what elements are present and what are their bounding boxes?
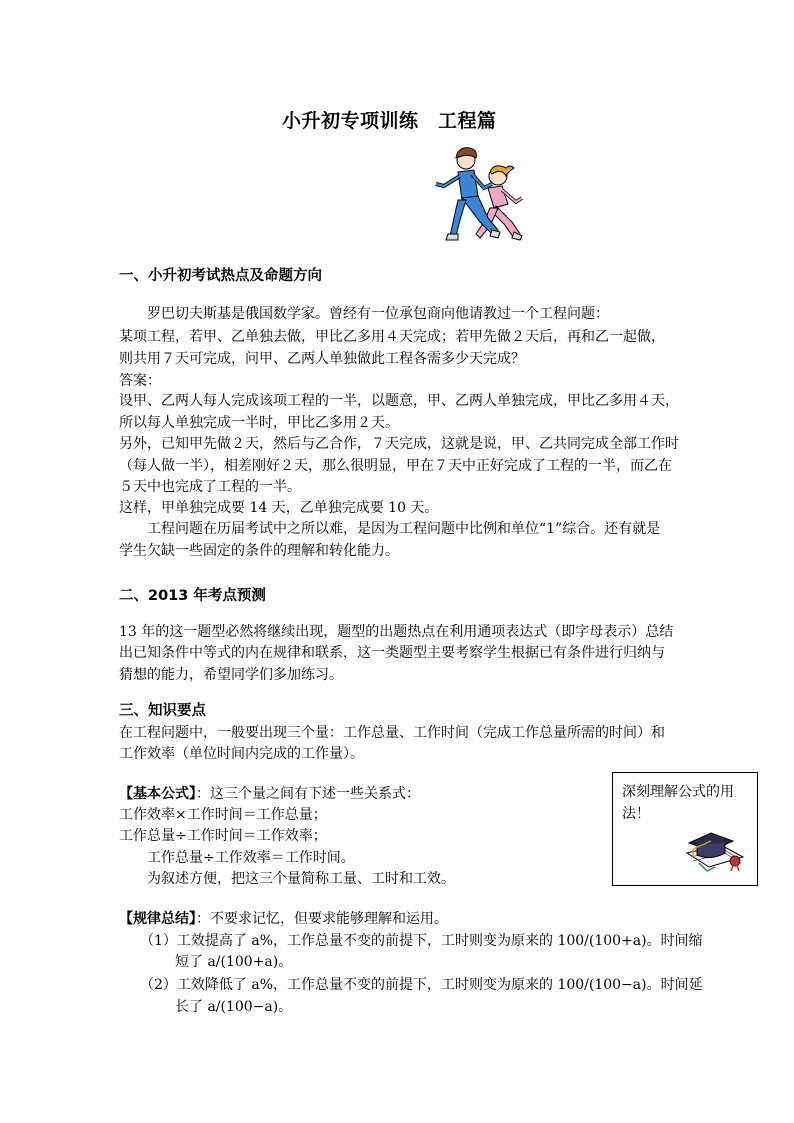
formula-line: 工作效率×工作时间＝工作总量； [119, 807, 327, 823]
section-heading-hotspots: 一、小升初考试热点及命题方向 [119, 268, 322, 284]
paragraph-line: 这样，甲单独完成要 14 天，乙单独完成要 10 天。 [119, 500, 439, 516]
graduation-cap-diploma-icon [681, 823, 749, 875]
rule-item-2-line2: 长了 a/(100−a)。 [175, 999, 293, 1015]
paragraph-line: 学生欠缺一些固定的条件的理解和转化能力。 [119, 543, 399, 559]
running-couple-icon [428, 142, 546, 246]
paragraph-line: 设甲、乙两人每人完成该项工程的一半，以题意，甲、乙两人单独完成，甲比乙多用４天， [119, 393, 679, 409]
paragraph-line: 所以每人单独完成一半时，甲比乙多用２天。 [119, 415, 399, 431]
rule-item-1-line1: （1）工效提高了 a%，工作总量不变的前提下，工时则变为原来的 100/(100+a)。时间缩 [140, 933, 703, 949]
formula-label: 【基本公式】 [119, 786, 196, 802]
rules-intro-text: ：不要求记忆，但要求能够理解和运用。 [196, 911, 448, 927]
paragraph-line: 某项工程，若甲、乙单独去做，甲比乙多用４天完成；若甲先做２天后，再和乙一起做， [119, 329, 665, 345]
answer-label: 答案： [119, 373, 161, 389]
woman-runner-icon [476, 166, 522, 240]
paragraph-line: 工程问题在历届考试中之所以难，是因为工程问题中比例和单位“1”综合。还有就是 [147, 521, 661, 537]
rules-label: 【规律总结】 [119, 911, 196, 927]
paragraph-line: 另外，已知甲先做２天，然后与乙合作，７天完成，这就是说，甲、乙共同完成全部工作时 [119, 436, 679, 452]
paragraph-line: 工作效率（单位时间内完成的工作量）。 [119, 746, 364, 762]
paragraph-line: 猜想的能力，希望同学们多加练习。 [119, 667, 343, 683]
paragraph-line: 在工程问题中，一般要出现三个量：工作总量、工作时间（完成工作总量所需的时间）和 [119, 725, 665, 741]
paragraph-line: （每人做一半），相差刚好２天，那么很明显，甲在７天中正好完成了工程的一半，而乙在 [119, 458, 672, 474]
paragraph-line: 罗巴切夫斯基是俄国数学家。曾经有一位承包商向他请教过一个工程问题： [147, 306, 609, 322]
paragraph-line: 出已知条件中等式的内在规律和联系，这一类题型主要考察学生根据已有条件进行归纳与 [119, 645, 665, 661]
paragraph-line: ５天中也完成了工程的一半。 [119, 479, 301, 495]
section-heading-knowledge: 三、知识要点 [119, 703, 206, 719]
formula-intro [119, 783, 420, 806]
tip-line: 深刻理解公式的用 [622, 784, 734, 800]
rule-item-2-line1: （2）工效降低了 a%，工作总量不变的前提下，工时则变为原来的 100/(100−a)。时间延 [140, 977, 703, 993]
formula-line: 工作总量÷工作时间＝工作效率； [119, 828, 327, 844]
formula-intro-text: ：这三个量之间有下述一些关系式： [196, 786, 420, 802]
paragraph-line: 13 年的这一题型必然将继续出现，题型的出题热点在利用通项表达式（即字母表示）总结 [119, 624, 674, 640]
tip-box [612, 772, 758, 886]
page-title: 小升初专项训练 工程篇 [282, 110, 497, 132]
rule-item-1-line2: 短了 a/(100+a)。 [175, 954, 293, 970]
formula-line: 为叙述方便，把这三个量简称工量、工时和工效。 [147, 871, 455, 887]
formula-line: 工作总量÷工作效率＝工作时间。 [147, 850, 355, 866]
rules-intro [119, 908, 448, 931]
paragraph-line: 则共用７天可完成，问甲、乙两人单独做此工程各需多少天完成？ [119, 351, 525, 367]
section-heading-prediction: 二、2013 年考点预测 [119, 588, 266, 604]
tip-line: 法！ [622, 806, 650, 822]
